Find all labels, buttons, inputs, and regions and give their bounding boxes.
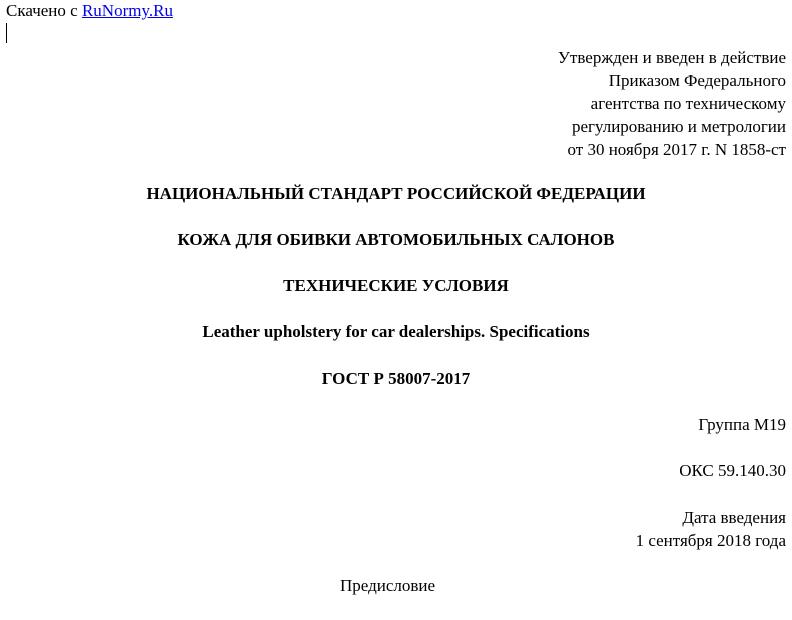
standard-code: ГОСТ Р 58007-2017 (321, 369, 471, 388)
approval-line: от 30 ноября 2017 г. N 1858-ст (567, 140, 786, 159)
standard-type-heading: НАЦИОНАЛЬНЫЙ СТАНДАРТ РОССИЙСКОЙ ФЕДЕРАЦИИ (146, 184, 646, 203)
preface-heading: Предисловие (340, 576, 436, 595)
approval-line: агентства по техническому (590, 94, 786, 113)
approval-line: регулированию и метрологии (571, 117, 786, 136)
approval-line: Приказом Федерального (608, 71, 786, 90)
group-label: Группа М19 (698, 415, 786, 434)
approval-line: Утвержден и введен в действие (557, 48, 786, 67)
document-subtitle: ТЕХНИЧЕСКИЕ УСЛОВИЯ (283, 276, 509, 295)
text-cursor (6, 23, 7, 43)
oks-code: ОКС 59.140.30 (679, 461, 786, 480)
runormy-link[interactable]: RuNormy.Ru (81, 1, 173, 20)
effective-date: 1 сентября 2018 года (635, 531, 786, 550)
effective-date-label: Дата введения (682, 508, 786, 527)
source-prefix: Скачено с (6, 1, 82, 20)
approval-block (558, 46, 786, 161)
english-title: Leather upholstery for car dealerships. Specifications (202, 322, 590, 341)
document-title: КОЖА ДЛЯ ОБИВКИ АВТОМОБИЛЬНЫХ САЛОНОВ (177, 230, 615, 249)
source-line (6, 1, 173, 21)
